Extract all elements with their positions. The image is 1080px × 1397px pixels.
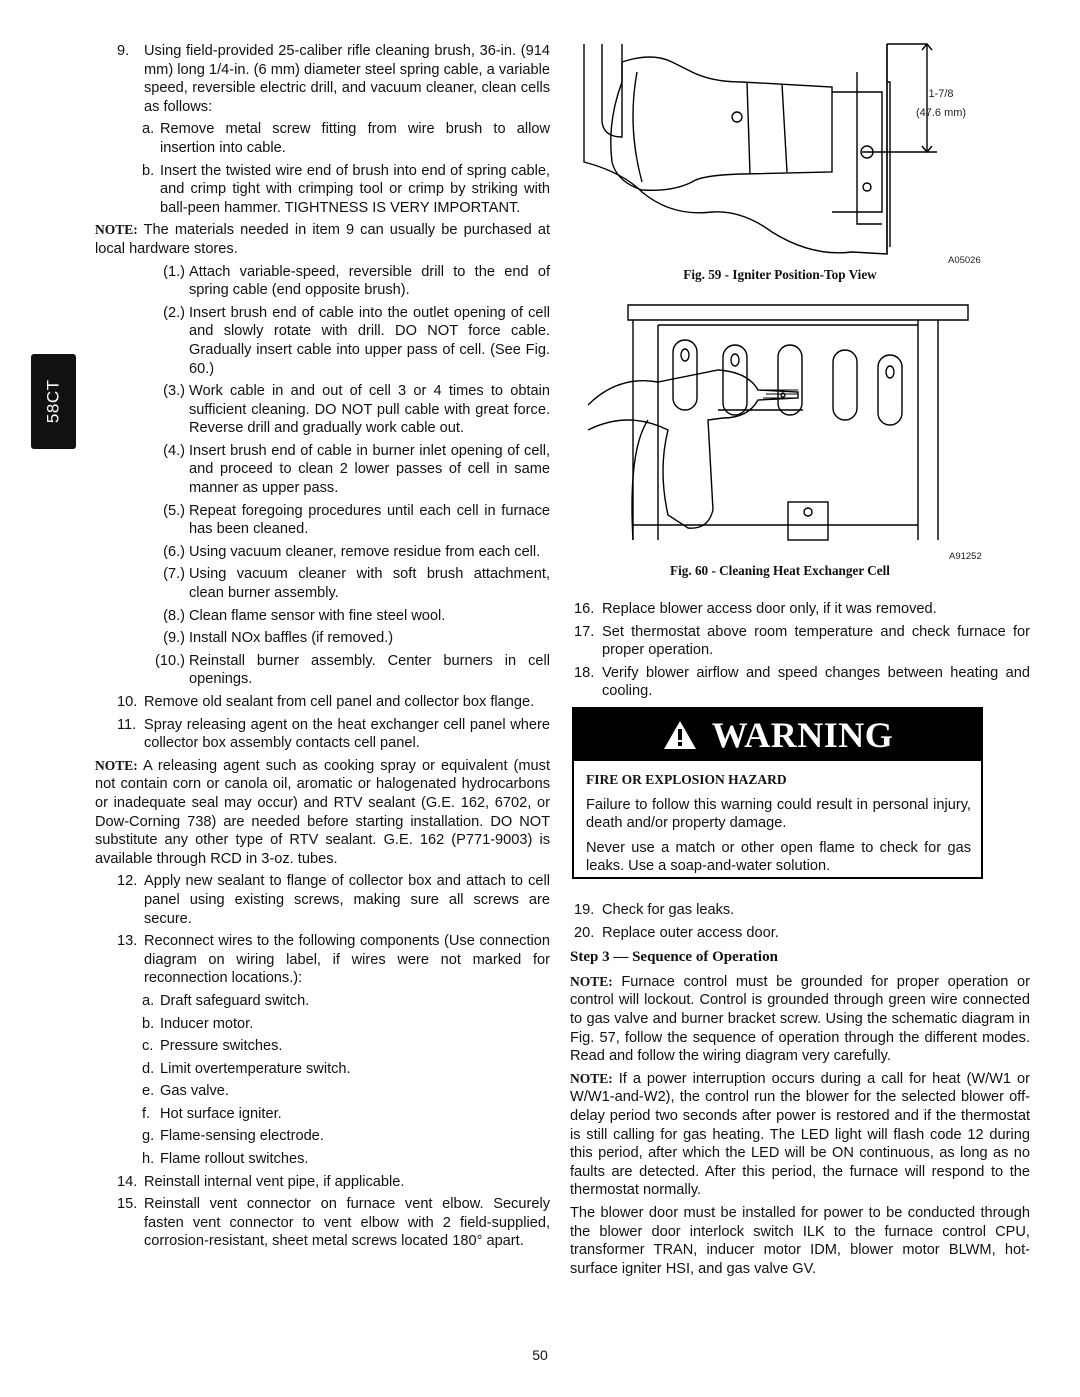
note-text: The materials needed in item 9 can usually be purchased at local hardware stores. bbox=[95, 222, 550, 257]
component-text: Limit overtemperature switch. bbox=[160, 1060, 351, 1077]
note-grounding bbox=[570, 973, 1030, 1066]
right-column-bottom bbox=[570, 901, 1030, 1282]
component-letter: b. bbox=[142, 1015, 155, 1032]
substep-number: (9.) bbox=[163, 630, 185, 647]
step-text: Check for gas leaks. bbox=[602, 902, 735, 918]
step-text: Reinstall internal vent pipe, if applicable. bbox=[144, 1173, 405, 1190]
component-text: Inducer motor. bbox=[160, 1015, 254, 1032]
substep bbox=[95, 629, 550, 648]
warning-body bbox=[574, 761, 981, 876]
substep-number: (1.) bbox=[163, 263, 185, 280]
component-text: Flame-sensing electrode. bbox=[160, 1128, 324, 1145]
warning-text-2: Never use a match or other open flame to check for gas leaks. Use a soap-and-water solution. bbox=[586, 839, 971, 875]
substep-text: Install NOx baffles (if removed.) bbox=[189, 630, 394, 647]
note-label: NOTE: bbox=[95, 222, 138, 238]
step-text: Insert the twisted wire end of brush into end of spring cable, and crimp tight with crimping tool or crimp by striking with ball-peen hammer. TIGHTNESS IS VERY IMPORTANT. bbox=[160, 162, 550, 216]
step-10 bbox=[95, 693, 550, 712]
substep bbox=[95, 263, 550, 300]
step-text: Reconnect wires to the following components (Use connection diagram on wiring label, if wires were not marked for reconnection locations.): bbox=[144, 933, 550, 987]
fig59-dim-mm: (47.6 mm) bbox=[915, 106, 967, 119]
substep bbox=[95, 502, 550, 539]
substep-text: Repeat foregoing procedures until each cell in furnace has been cleaned. bbox=[189, 502, 550, 538]
substep bbox=[95, 304, 550, 378]
step-number: 15. bbox=[117, 1196, 138, 1213]
component-letter: e. bbox=[142, 1083, 155, 1100]
step-18 bbox=[570, 664, 1030, 701]
substep-number: (3.) bbox=[163, 383, 185, 400]
step-text: Reinstall vent connector on furnace vent elbow. Securely fasten vent connector to vent elbow with 2 field-supplied, corrosion-resistant, sheet metal screws located 180° apart. bbox=[144, 1196, 550, 1250]
step-19 bbox=[570, 901, 1030, 920]
component-text: Pressure switches. bbox=[160, 1038, 283, 1055]
warning-hazard: FIRE OR EXPLOSION HAZARD bbox=[586, 772, 787, 787]
fig60-code: A91252 bbox=[949, 551, 982, 562]
substep bbox=[95, 382, 550, 438]
component-item bbox=[95, 1105, 550, 1124]
step-number: 13. bbox=[117, 933, 138, 950]
component-letter: g. bbox=[142, 1128, 155, 1145]
fig59-igniter-illustration bbox=[582, 42, 982, 262]
step-text: Remove old sealant from cell panel and collector box flange. bbox=[144, 694, 535, 710]
step-9 bbox=[95, 42, 550, 116]
warning-header bbox=[574, 709, 981, 761]
step-text: Spray releasing agent on the heat exchanger cell panel where collector box assembly contacts cell panel. bbox=[144, 716, 550, 752]
component-letter: a. bbox=[142, 992, 155, 1009]
side-tab-label: 58CT bbox=[43, 379, 63, 424]
step-number: 17. bbox=[574, 623, 595, 640]
component-letter: d. bbox=[142, 1060, 155, 1077]
step-text: Using field-provided 25-caliber rifle cleaning brush, 36-in. (914 mm) long 1/4-in. (6 mm) diameter steel spring cable, a variable speed, reversible electric drill, and vacuum cleaner, clean cells as follows: bbox=[144, 43, 550, 115]
step-text: Set thermostat above room temperature and check furnace for proper operation. bbox=[602, 623, 1030, 659]
step-number: 18. bbox=[574, 664, 595, 681]
substep-text: Attach variable-speed, reversible drill to the end of spring cable (end opposite brush). bbox=[189, 263, 550, 299]
step-16 bbox=[570, 600, 1030, 619]
note-text: A releasing agent such as cooking spray or equivalent (must not contain corn or canola oil, aromatic or halogenated hydrocarbons or inadequate seal may occur) and RTV sealant (G.E. 162, 6702, or Dow-Corning 738) are needed before starting installation. DO NOT substitute any other type of RTV sealant. G.E. 162 (P771-9003) is available through RCD in 3-oz. tubes. bbox=[95, 757, 551, 867]
component-text: Draft safeguard switch. bbox=[160, 992, 310, 1009]
warning-title: WARNING bbox=[711, 714, 894, 755]
substep-text: Clean flame sensor with fine steel wool. bbox=[189, 607, 446, 624]
fig59-dimension bbox=[911, 85, 971, 122]
substep-text: Reinstall burner assembly. Center burners in cell openings. bbox=[189, 652, 550, 688]
note-text: Furnace control must be grounded for proper operation or control will lockout. Control is grounded through green wire connected to gas valve and burner bracket screw. Using the schematic diagram in Fig. 57, follow the sequence of operation through the different modes. Read and follow the wiring diagram very carefully. bbox=[570, 973, 1030, 1065]
right-column-top bbox=[570, 600, 1030, 705]
substep bbox=[95, 607, 550, 626]
note-materials bbox=[95, 221, 550, 258]
step-15 bbox=[95, 1195, 550, 1251]
fig59-dim-inches: 1-7/8 bbox=[928, 88, 954, 100]
step-letter: b. bbox=[142, 162, 155, 179]
step-20 bbox=[570, 924, 1030, 943]
blower-door-paragraph: The blower door must be installed for power to be conducted through the blower door interlock switch ILK to the furnace control CPU, transformer TRAN, inducer motor IDM, blower motor BLWM, hot-surface igniter HSI, and gas valve GV. bbox=[570, 1204, 1030, 1277]
step-text: Apply new sealant to flange of collector box and attach to cell panel using existing screws, making sure all screws are secure. bbox=[144, 873, 550, 927]
substep-number: (5.) bbox=[163, 502, 185, 519]
step-9a bbox=[95, 120, 550, 157]
component-item bbox=[95, 1015, 550, 1034]
component-item bbox=[95, 1127, 550, 1146]
step-12 bbox=[95, 872, 550, 928]
step-9b bbox=[95, 162, 550, 218]
step-number: 16. bbox=[574, 601, 595, 617]
substep bbox=[95, 543, 550, 562]
note-label: NOTE: bbox=[570, 973, 613, 989]
substep bbox=[95, 565, 550, 602]
step-14 bbox=[95, 1173, 550, 1192]
step-number: 11. bbox=[117, 716, 137, 733]
step-number: 12. bbox=[117, 873, 138, 890]
component-item bbox=[95, 1082, 550, 1101]
substep-number: (7.) bbox=[163, 566, 185, 583]
step-number: 10. bbox=[117, 694, 138, 710]
component-letter: h. bbox=[142, 1151, 155, 1168]
step-text: Remove metal screw fitting from wire brush to allow insertion into cable. bbox=[160, 121, 550, 156]
fig60-caption: Fig. 60 - Cleaning Heat Exchanger Cell bbox=[670, 563, 890, 578]
component-text: Gas valve. bbox=[160, 1083, 229, 1100]
substep-text: Using vacuum cleaner with soft brush attachment, clean burner assembly. bbox=[189, 566, 550, 602]
component-item bbox=[95, 1037, 550, 1056]
step-number: 14. bbox=[117, 1173, 138, 1190]
substep bbox=[95, 652, 550, 689]
substep-text: Insert brush end of cable into the outlet opening of cell and slowly rotate with drill. DO NOT force cable. Gradually insert cable into upper pass of cell. (See Fig. 60.) bbox=[189, 304, 550, 377]
component-letter: c. bbox=[142, 1038, 154, 1055]
step-17 bbox=[570, 623, 1030, 660]
note-label: NOTE: bbox=[570, 1070, 613, 1086]
substep-number: (6.) bbox=[163, 543, 185, 560]
component-item bbox=[95, 1150, 550, 1169]
step-text: Verify blower airflow and speed changes between heating and cooling. bbox=[602, 664, 1030, 700]
component-item bbox=[95, 992, 550, 1011]
fig59-code: A05026 bbox=[948, 255, 981, 266]
step-letter: a. bbox=[142, 121, 155, 138]
substep-number: (8.) bbox=[163, 607, 185, 624]
step-number: 19. bbox=[574, 902, 595, 918]
fig60-cleaning-illustration bbox=[588, 300, 978, 550]
substep-number: (2.) bbox=[163, 304, 185, 321]
section-heading: Step 3 — Sequence of Operation bbox=[570, 949, 778, 966]
warning-box bbox=[572, 707, 983, 879]
substep-text: Insert brush end of cable in burner inlet opening of cell, and proceed to clean 2 lower passes of cell in same manner as upper pass. bbox=[189, 442, 550, 497]
warning-triangle-icon bbox=[662, 719, 698, 751]
page-number: 50 bbox=[532, 1347, 548, 1363]
component-item bbox=[95, 1060, 550, 1079]
substep-text: Work cable in and out of cell 3 or 4 times to obtain sufficient cleaning. DO NOT pull cable with great force. Reverse drill and gradually work cable out. bbox=[189, 383, 550, 437]
left-column bbox=[95, 42, 550, 1255]
substep-text: Using vacuum cleaner, remove residue from each cell. bbox=[189, 543, 541, 560]
note-releasing-agent bbox=[95, 757, 550, 869]
warning-text-1: Failure to follow this warning could result in personal injury, death and/or property damage. bbox=[586, 796, 971, 832]
note-text: If a power interruption occurs during a call for heat (W/W1 or W/W1-and-W2), the control run the blower for the selected blower off-delay period two seconds after power is restored and if the thermostat is still calling for gas heating. The LED light will flash code 12 during this period, after which the LED will be ON continuous, as long as no faults are detected. After this period, the furnace will respond to the thermostat normally. bbox=[570, 1070, 1031, 1199]
step-text: Replace outer access door. bbox=[602, 924, 779, 941]
component-text: Hot surface igniter. bbox=[160, 1105, 282, 1122]
component-letter: f. bbox=[142, 1105, 151, 1122]
note-power-interruption bbox=[570, 1070, 1030, 1200]
step-number: 20. bbox=[574, 924, 595, 941]
fig59-caption: Fig. 59 - Igniter Position-Top View bbox=[683, 267, 877, 282]
note-label: NOTE: bbox=[95, 757, 138, 773]
side-tab bbox=[31, 354, 76, 449]
substep bbox=[95, 442, 550, 498]
step-13 bbox=[95, 932, 550, 988]
step-number: 9. bbox=[117, 43, 130, 59]
substep-number: (10.) bbox=[154, 652, 185, 669]
step-text: Replace blower access door only, if it was removed. bbox=[602, 601, 937, 617]
component-text: Flame rollout switches. bbox=[160, 1151, 309, 1168]
step-11 bbox=[95, 716, 550, 753]
substep-number: (4.) bbox=[163, 442, 185, 459]
